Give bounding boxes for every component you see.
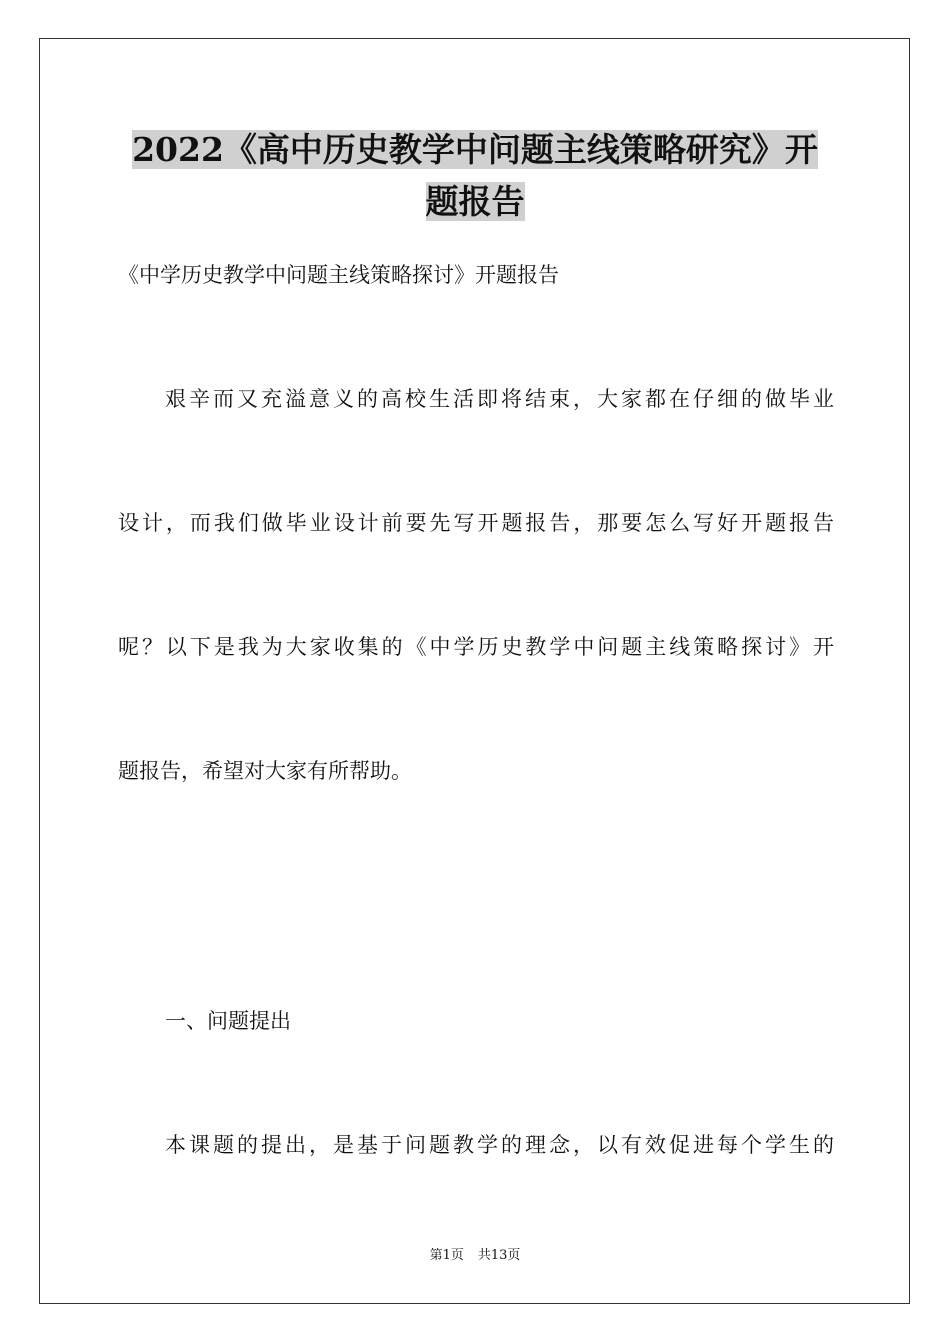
paragraph-line: 题报告，希望对大家有所帮助。 xyxy=(118,759,412,783)
paragraph-line: 本课题的提出，是基于问题教学的理念，以有效促进每个学生的 xyxy=(165,1133,834,1157)
page-footer xyxy=(0,1247,950,1265)
title-line-1: 2022《高中历史教学中问题主线策略研究》开 xyxy=(132,130,818,169)
document-title xyxy=(80,124,870,228)
paragraph-line: 设计，而我们做毕业设计前要先写开题报告，那要怎么写好开题报告 xyxy=(118,511,834,535)
document-subtitle: 《中学历史教学中问题主线策略探讨》开题报告 xyxy=(118,263,559,287)
paragraph-line: 艰辛而又充溢意义的高校生活即将结束，大家都在仔细的做毕业 xyxy=(165,387,834,411)
page-number: 第1页 xyxy=(429,1248,464,1263)
title-line-2: 题报告 xyxy=(425,182,525,221)
section-heading: 一、问题提出 xyxy=(165,1009,291,1033)
page-total: 共13页 xyxy=(477,1248,521,1263)
paragraph-line: 呢？以下是我为大家收集的《中学历史教学中问题主线策略探讨》开 xyxy=(118,635,834,659)
